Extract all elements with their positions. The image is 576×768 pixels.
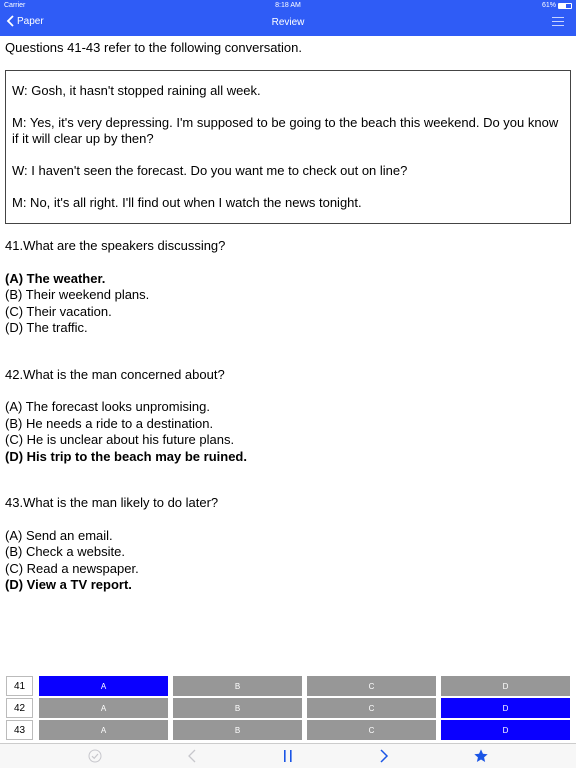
- answer-choice-c[interactable]: C: [307, 676, 436, 696]
- option-b: (B) Check a website.: [5, 544, 125, 559]
- back-button-label: Paper: [17, 15, 44, 27]
- check-circle-icon[interactable]: [87, 748, 103, 764]
- hamburger-icon[interactable]: [552, 17, 564, 29]
- answer-choice-d[interactable]: D: [441, 676, 570, 696]
- answer-row-41: [0, 676, 576, 696]
- battery-icon: [558, 3, 572, 9]
- answer-choice-a[interactable]: A: [39, 720, 168, 740]
- answer-choice-b[interactable]: B: [173, 698, 302, 718]
- conversation-line: M: Yes, it's very depressing. I'm supposed to be going to the beach this weekend. Do you know if it will clear up by then?: [12, 115, 559, 146]
- reading-content: [5, 40, 571, 594]
- answer-choice-b[interactable]: B: [173, 676, 302, 696]
- battery-percent: 61%: [541, 2, 556, 9]
- answer-row-number: 42: [6, 698, 33, 718]
- answer-choice-b[interactable]: B: [173, 720, 302, 740]
- option-b: (B) Their weekend plans.: [5, 287, 150, 302]
- pause-icon[interactable]: [280, 748, 296, 764]
- question-title: 42.What is the man concerned about?: [5, 366, 225, 382]
- answer-choice-d[interactable]: D: [441, 698, 570, 718]
- question-41: [5, 238, 571, 337]
- carrier-label: Carrier: [4, 2, 26, 9]
- answer-choice-a[interactable]: A: [39, 698, 168, 718]
- answer-choice-c[interactable]: C: [307, 720, 436, 740]
- option-c: (C) He is unclear about his future plans.: [5, 432, 235, 447]
- option-d: (D) The traffic.: [5, 320, 88, 335]
- question-title: 43.What is the man likely to do later?: [5, 495, 219, 510]
- page-title: Review: [271, 17, 305, 28]
- option-a: (A) The weather.: [5, 270, 106, 286]
- answer-row-number: 43: [6, 720, 33, 740]
- chevron-right-icon[interactable]: [376, 748, 392, 764]
- nav-bar: [0, 12, 576, 36]
- battery-indicator: [542, 2, 572, 9]
- answer-row-43: [0, 720, 576, 740]
- answer-choice-c[interactable]: C: [307, 698, 436, 718]
- answer-choice-a[interactable]: A: [39, 676, 168, 696]
- option-a: (A) The forecast looks unpromising.: [5, 399, 210, 414]
- question-43: [5, 495, 571, 594]
- star-icon[interactable]: [472, 748, 490, 764]
- answer-row-number: 41: [6, 676, 33, 696]
- question-title: 41.What are the speakers discussing?: [5, 238, 226, 253]
- option-a: (A) Send an email.: [5, 527, 113, 543]
- option-d: (D) His trip to the beach may be ruined.: [5, 448, 247, 464]
- conversation-line: M: No, it's all right. I'll find out when I watch the news tonight.: [12, 195, 362, 210]
- conversation-box: [5, 70, 571, 224]
- option-d: (D) View a TV report.: [5, 577, 132, 592]
- conversation-line: W: Gosh, it hasn't stopped raining all week.: [12, 83, 261, 98]
- conversation-line: W: I haven't seen the forecast. Do you want me to check out on line?: [12, 163, 408, 178]
- answer-row-42: [0, 698, 576, 718]
- option-c: (C) Read a newspaper.: [5, 560, 139, 576]
- bottom-toolbar: [0, 743, 576, 768]
- option-b: (B) He needs a ride to a destination.: [5, 415, 214, 431]
- status-bar: [0, 0, 576, 12]
- question-42: [5, 367, 571, 466]
- option-c: (C) Their vacation.: [5, 303, 112, 319]
- answer-choice-d[interactable]: D: [441, 720, 570, 740]
- chevron-left-icon[interactable]: [184, 748, 200, 764]
- status-time: 8:18 AM: [275, 2, 301, 9]
- passage-intro: Questions 41-43 refer to the following conversation.: [5, 40, 303, 55]
